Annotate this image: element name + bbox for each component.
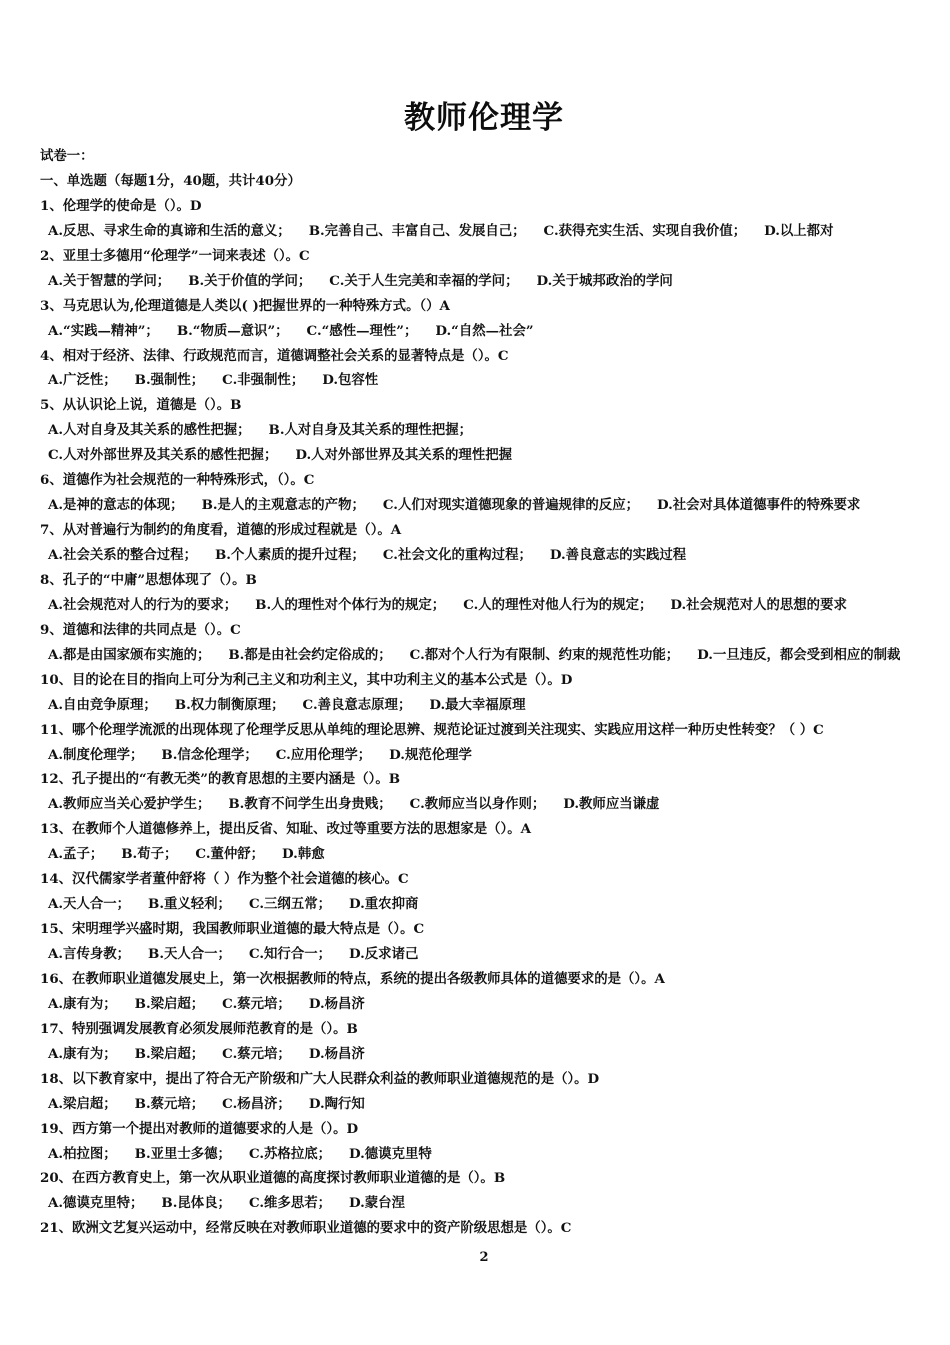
question-options (40, 443, 920, 468)
option-text: A.都是由国家颁布实施的； (48, 646, 211, 663)
option-text: D.德谟克里特 (349, 1145, 432, 1162)
question-text: 5、从认识论上说，道德是（）。B (40, 397, 242, 414)
option-text: C.人的理性对他人行为的规定； (463, 596, 653, 613)
option-text: B.荀子； (121, 846, 178, 863)
option-text: A.关于智慧的学问； (48, 272, 171, 289)
question-options (40, 418, 920, 443)
option-text: C.三纲五常； (248, 896, 331, 913)
option-text: D.人对外部世界及其关系的理性把握 (295, 447, 512, 464)
option-text: C.善良意志原理； (302, 696, 412, 713)
paper-label: 试卷一： (40, 148, 94, 164)
question-options (40, 269, 920, 294)
option-text: B.梁启超； (134, 995, 205, 1012)
option-text: C.教师应当以身作则； (409, 796, 546, 813)
question-options (40, 319, 920, 344)
option-text: A.人对自身及其关系的感性把握； (48, 422, 251, 439)
document-body (40, 144, 920, 1241)
question-text: 14、汉代儒家学者董仲舒将（ ）作为整个社会道德的核心。C (40, 871, 409, 888)
question-options (40, 743, 920, 768)
option-text: B.重义轻利； (148, 896, 231, 913)
question-text: 4、相对于经济、法律、行政规范而言，道德调整社会关系的显著特点是（）。C (40, 347, 509, 364)
option-text: C.知行合一； (248, 946, 331, 962)
option-text: A.自由竞争原理； (48, 696, 157, 713)
option-text: A.社会规范对人的行为的要求； (48, 596, 238, 613)
option-text: C.蔡元培； (222, 995, 291, 1012)
option-text: C.苏格拉底； (248, 1145, 331, 1162)
option-text: B.是人的主观意志的产物； (201, 497, 365, 514)
option-text: C.维多思若； (248, 1195, 331, 1212)
option-text: A.反思、寻求生命的真谛和生活的意义； (48, 222, 291, 239)
option-text: D.重农抑商 (349, 896, 419, 913)
option-text: D.杨昌济 (308, 995, 365, 1012)
option-text: C.蔡元培； (222, 1045, 291, 1062)
option-text: A.德谟克里特； (48, 1195, 144, 1212)
question-text: 19、西方第一个提出对教师的道德要求的人是（）。D (40, 1120, 359, 1137)
question-options (40, 992, 920, 1017)
question-options (40, 1042, 920, 1067)
option-text: B.人的理性对个体行为的规定； (255, 596, 446, 613)
option-text: B.都是由社会约定俗成的； (228, 646, 392, 663)
question-options (40, 1142, 920, 1167)
option-text: A.言传身教； (48, 946, 131, 962)
question-text: 15、宋明理学兴盛时期，我国教师职业道德的最大特点是（）。C (40, 921, 425, 938)
document-title: 教师伦理学 (404, 100, 564, 136)
option-text: C.都对个人行为有限制、约束的规范性功能； (409, 646, 680, 663)
question-text: 11、哪个伦理学流派的出现体现了伦理学反思从单纯的理论思辨、规范论证过渡到关注现实、实践应用这样一种历史性转变？（ ）C (40, 721, 824, 738)
question-text: 20、在西方教育史上，第一次从职业道德的高度探讨教师职业道德的是（）。B (40, 1170, 506, 1187)
option-text: C.人对外部世界及其关系的感性把握； (48, 447, 278, 464)
question-options (40, 643, 920, 668)
option-text: C.社会文化的重构过程； (382, 547, 532, 563)
question-options (40, 593, 920, 618)
option-text: A.梁启超； (48, 1095, 117, 1112)
question-text: 12、孔子提出的“有教无类”的教育思想的主要内涵是（）。B (40, 771, 401, 788)
question-options (40, 842, 920, 867)
option-text: B.天人合一； (148, 946, 231, 962)
option-text: D.一旦违反，都会受到相应的制裁 (697, 646, 901, 663)
option-text: D.包容性 (322, 372, 379, 389)
option-text: D.教师应当谦虚 (563, 796, 660, 813)
option-text: A.康有为； (48, 995, 117, 1012)
option-text: D.杨昌济 (308, 1045, 365, 1062)
question-text: 21、欧洲文艺复兴运动中，经常反映在对教师职业道德的要求中的资产阶级思想是（）。C (40, 1220, 572, 1237)
option-text: C.非强制性； (222, 372, 305, 389)
option-text: C.杨昌济； (222, 1095, 291, 1112)
question-options (40, 892, 920, 917)
option-text: D.最大幸福原理 (429, 696, 526, 713)
option-text: D.“自然—社会” (435, 322, 534, 339)
option-text: D.陶行知 (308, 1095, 365, 1112)
option-text: B.权力制衡原理； (174, 696, 285, 713)
option-text: A.柏拉图； (48, 1145, 117, 1162)
option-text: D.蒙台涅 (349, 1195, 405, 1212)
option-text: A.孟子； (48, 846, 104, 863)
question-text: 2、亚里士多德用“伦理学”一词来表述（）。C (40, 247, 310, 264)
option-text: B.蔡元培； (134, 1095, 205, 1112)
section-heading: 一、单选题（每题1分，40题，共计40分） (40, 172, 301, 189)
question-text: 9、道德和法律的共同点是（）。C (40, 621, 241, 638)
option-text: D.社会规范对人的思想的要求 (670, 596, 847, 613)
question-text: 16、在教师职业道德发展史上，第一次根据教师的特点，系统的提出各级教师具体的道德要求的是（）。A (40, 970, 665, 987)
question-text: 7、从对普遍行为制约的角度看，道德的形成过程就是（）。A (40, 522, 402, 539)
option-text: A.是神的意志的体现； (48, 497, 184, 514)
question-options (40, 942, 920, 967)
option-text: A.“实践—精神”； (48, 322, 159, 339)
option-text: B.强制性； (134, 372, 205, 389)
option-text: B.个人素质的提升过程； (214, 547, 365, 563)
page-number: 2 (479, 1250, 489, 1265)
option-text: A.广泛性； (48, 372, 117, 389)
option-text: B.昆体良； (161, 1195, 231, 1212)
option-text: C.人们对现实道德现象的普遍规律的反应； (382, 497, 639, 514)
question-text: 18、以下教育家中，提出了符合无产阶级和广大人民群众利益的教师职业道德规范的是（）。D (40, 1070, 600, 1087)
option-text: D.关于城邦政治的学问 (536, 272, 673, 289)
option-text: B.亚里士多德； (134, 1145, 231, 1162)
option-text: B.关于价值的学问； (188, 272, 312, 289)
option-text: C.“感性—理性”； (306, 322, 418, 339)
option-text: D.规范伦理学 (389, 746, 472, 763)
option-text: B.梁启超； (134, 1045, 205, 1062)
option-text: B.完善自己、丰富自己、发展自己； (308, 222, 526, 239)
option-text: A.社会关系的整合过程； (48, 547, 197, 563)
question-options (40, 693, 920, 718)
question-options (40, 792, 920, 817)
option-text: B.信念伦理学； (161, 746, 258, 763)
question-text: 3、马克思认为,伦理道德是人类以( )把握世界的一种特殊方式。（）A (40, 297, 450, 314)
question-text: 6、道德作为社会规范的一种特殊形式，（）。C (40, 472, 315, 489)
option-text: A.天人合一； (48, 896, 131, 913)
option-text: D.以上都对 (764, 222, 834, 239)
question-options (40, 368, 920, 393)
option-text: B.“物质—意识”； (176, 322, 289, 339)
option-text: B.人对自身及其关系的理性把握； (268, 422, 472, 439)
option-text: A.制度伦理学； (48, 746, 144, 763)
option-text: D.反求诸己 (349, 946, 419, 962)
option-text: C.获得充实生活、实现自我价值； (543, 222, 747, 239)
option-text: C.董仲舒； (195, 846, 265, 863)
option-text: A.康有为； (48, 1045, 117, 1062)
question-options (40, 493, 920, 518)
question-options (40, 219, 920, 244)
option-text: D.韩愈 (282, 846, 325, 863)
option-text: D.善良意志的实践过程 (549, 547, 687, 563)
question-options (40, 543, 920, 568)
option-text: B.教育不问学生出身贵贱； (228, 796, 392, 813)
option-text: C.应用伦理学； (275, 746, 372, 763)
question-options (40, 1191, 920, 1216)
question-text: 13、在教师个人道德修养上，提出反省、知耻、改过等重要方法的思想家是（）。A (40, 821, 531, 838)
option-text: D.社会对具体道德事件的特殊要求 (656, 497, 861, 514)
question-text: 8、孔子的“中庸”思想体现了（）。B (40, 571, 257, 588)
question-text: 1、伦理学的使命是（）。D (40, 197, 202, 214)
option-text: C.关于人生完美和幸福的学问； (329, 272, 519, 289)
question-options (40, 1092, 920, 1117)
question-text: 10、目的论在目的指向上可分为利己主义和功利主义，其中功利主义的基本公式是（）。D (40, 671, 573, 688)
question-text: 17、特别强调发展教育必须发展师范教育的是（）。B (40, 1020, 358, 1037)
option-text: A.教师应当关心爱护学生； (48, 796, 211, 813)
